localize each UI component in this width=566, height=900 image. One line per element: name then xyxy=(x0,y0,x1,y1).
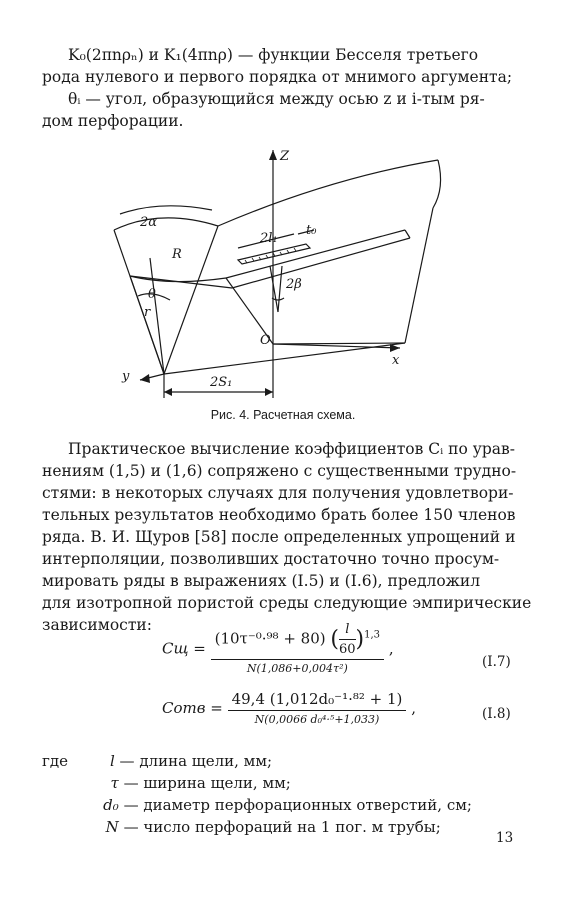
legend-text-tau: — ширина щели, мм; xyxy=(123,774,291,792)
intro-line-3: θᵢ — угол, образующийся между осью z и i-тым ря- xyxy=(68,90,485,108)
legend-symbol-tau: τ xyxy=(110,774,119,792)
intro-line-1: K₀(2πnρₙ) и K₁(4πnρ) — функции Бесселя третьего xyxy=(68,46,479,64)
label-2S1: 2S₁ xyxy=(210,375,233,390)
legend-row-n xyxy=(42,818,441,836)
legend-text-n: — число перфораций на 1 пог. м трубы; xyxy=(123,818,441,836)
formula-i8-numerator: 49,4 (1,012d₀⁻¹·⁸² + 1) xyxy=(228,690,407,711)
formula-i7-numerator-left: (10τ⁻⁰·⁹⁸ + 80) xyxy=(214,629,326,648)
para-line-2: нениям (1,5) и (1,6) сопряжено с существенными трудно- xyxy=(42,462,517,480)
calculation-scheme-figure xyxy=(100,148,460,403)
para-line-3: стями: в некоторых случаях для получения удовлетвори- xyxy=(42,484,514,502)
para-line-5: ряда. В. И. Щуров [58] после определенных упрощений и xyxy=(42,528,516,546)
legend-where: где xyxy=(42,752,68,770)
para-line-6: интерполяции, позволивших достаточно точно просум- xyxy=(42,550,500,568)
label-r: r xyxy=(144,305,151,320)
formula-i7-denominator: N(1,086+0,004τ²) xyxy=(246,662,348,675)
para-line-8: для изотропной пористой среды следующие эмпирические xyxy=(42,594,532,612)
para-line-1: Практическое вычисление коэффициентов Cᵢ по урав- xyxy=(68,440,515,458)
label-2l1: 2l₁ xyxy=(260,231,278,246)
formula-i8-comma: , xyxy=(411,699,416,717)
label-2beta: 2β xyxy=(286,277,302,292)
legend-row-l xyxy=(42,752,272,770)
label-R: R xyxy=(172,247,182,262)
page-number: 13 xyxy=(496,830,514,846)
para-line-4: тельных результатов необходимо брать более 150 членов xyxy=(42,506,516,524)
figure-caption: Рис. 4. Расчетная схема. xyxy=(210,408,356,422)
legend-row-d0 xyxy=(42,796,472,814)
equation-number-i7: (I.7) xyxy=(482,654,511,670)
formula-i7-inner-top: l xyxy=(339,622,356,640)
legend-row-tau xyxy=(42,774,291,792)
equation-number-i8: (I.8) xyxy=(482,706,511,722)
label-t0: t₀ xyxy=(306,223,317,238)
legend-text-d0: — диаметр перфорационных отверстий, см; xyxy=(123,796,472,814)
legend-symbol-n: N xyxy=(105,818,119,836)
para-line-9: зависимости: xyxy=(42,616,152,634)
formula-i7 xyxy=(162,622,394,675)
para-line-7: мировать ряды в выражениях (I.5) и (I.6), предложил xyxy=(42,572,481,590)
legend-symbol-d0: d₀ xyxy=(103,796,119,814)
formula-i8-lhs: Cотв = xyxy=(162,699,223,717)
label-x: x xyxy=(392,353,400,368)
intro-line-4: дом перфорации. xyxy=(42,112,184,130)
formula-i7-fraction: (10τ⁻⁰·⁹⁸ + 80) ( $\frac{l}{60}$ )$^{1,3}$ N(1,086+0,004τ²) xyxy=(211,622,384,675)
intro-line-2: рода нулевого и первого порядка от мнимого аргумента; xyxy=(42,68,513,86)
legend-symbol-l: l xyxy=(109,752,115,770)
formula-i8 xyxy=(162,690,416,726)
legend-text-l: — длина щели, мм; xyxy=(119,752,273,770)
formula-i7-lhs: Cщ = xyxy=(162,639,206,658)
formula-i7-power: 1,3 xyxy=(364,629,381,641)
formula-i8-fraction xyxy=(228,690,407,726)
label-O: O xyxy=(260,333,271,348)
formula-i8-denominator: N(0,0066 d₀⁴·⁵+1,033) xyxy=(254,713,380,726)
label-y: y xyxy=(122,369,130,384)
label-theta: θ xyxy=(148,287,156,302)
label-z: Z xyxy=(280,149,290,164)
formula-i7-inner-bottom: 60 xyxy=(339,642,356,657)
label-2alpha: 2α xyxy=(140,215,158,230)
formula-i7-comma: , xyxy=(388,639,394,658)
